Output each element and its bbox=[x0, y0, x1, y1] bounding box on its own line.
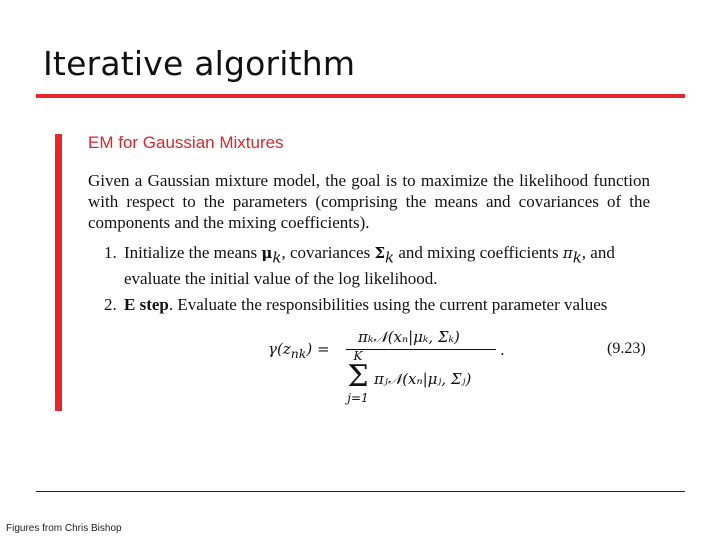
responsibility-equation bbox=[268, 324, 658, 414]
figure-credit: Figures from Chris Bishop bbox=[6, 523, 122, 534]
step-list bbox=[104, 242, 650, 320]
box-heading: EM for Gaussian Mixtures bbox=[88, 133, 284, 152]
sum-upper-limit: K bbox=[353, 349, 363, 363]
intro-paragraph: Given a Gaussian mixture model, the goal is to maximize the likelihood function with respect to the parameters (comprising the means and covariances of the components and the mixing coefficients). bbox=[88, 171, 650, 232]
k-subscript: k bbox=[572, 248, 582, 267]
pi-symbol: π bbox=[562, 244, 573, 262]
step-label: E step bbox=[124, 295, 169, 315]
sum-lower-limit: j=1 bbox=[347, 391, 369, 405]
step-number: 1. bbox=[104, 243, 117, 262]
step-1 bbox=[104, 242, 650, 289]
k-subscript: k bbox=[272, 248, 282, 267]
sum-symbol: Σ bbox=[347, 359, 369, 394]
sigma-symbol: Σ bbox=[374, 244, 386, 262]
equation-period: . bbox=[500, 341, 505, 359]
mu-symbol: μ bbox=[261, 244, 273, 262]
equation-number: (9.23) bbox=[607, 340, 646, 357]
footer-rule bbox=[36, 491, 685, 492]
equation-denominator: πⱼ𝒩(xₙ|μⱼ, Σⱼ) bbox=[374, 370, 472, 388]
summation bbox=[343, 350, 373, 404]
step-text: , covariances bbox=[281, 243, 371, 262]
equation-numerator: πₖ𝒩(xₙ|μₖ, Σₖ) bbox=[358, 328, 460, 346]
equation-lhs: $\gamma(z_{nk})$ = bbox=[268, 340, 330, 361]
step-text: and mixing coefficients bbox=[398, 243, 559, 262]
step-text: , and evaluate the initial value of the log likelihood. bbox=[124, 243, 615, 289]
k-subscript: k bbox=[385, 248, 395, 267]
step-2 bbox=[104, 294, 650, 315]
step-text: Initialize the means bbox=[124, 243, 258, 262]
step-number: 2. bbox=[104, 295, 117, 315]
box-accent-bar bbox=[55, 134, 62, 411]
title-underline bbox=[36, 94, 685, 98]
step-text: . Evaluate the responsibilities using the current parameter values bbox=[168, 295, 608, 315]
slide-title: Iterative algorithm bbox=[43, 44, 356, 83]
